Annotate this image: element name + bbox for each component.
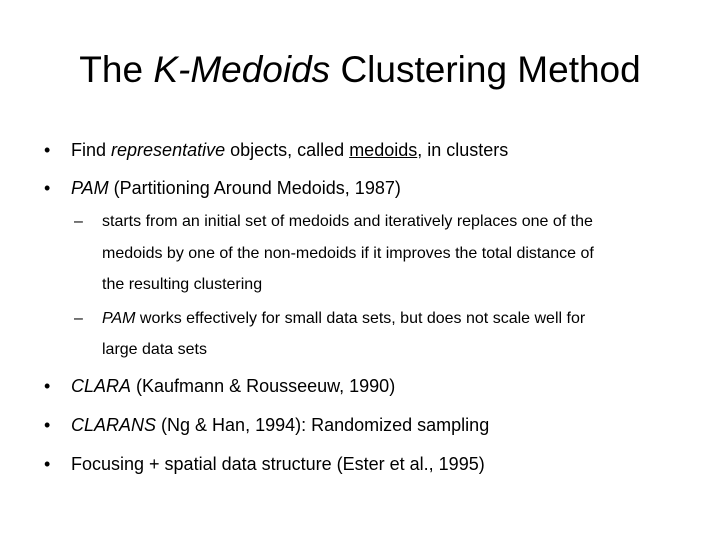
bullet-text: (Kaufmann & Rousseeuw, 1990) (131, 376, 396, 396)
title-emphasis: K-Medoids (153, 49, 331, 90)
bullet-marker: • (44, 415, 51, 435)
bullet-text: Find (71, 140, 112, 160)
title-pre: The (79, 49, 154, 90)
bullet-emphasis: CLARANS (71, 415, 157, 435)
sub-bullet-continuation: the resulting clustering (102, 276, 263, 293)
bullet-text: , in clusters (417, 140, 509, 160)
bullet-emphasis: CLARA (71, 376, 132, 396)
sub-bullet-continuation: medoids by one of the non-medoids if it improves the total distance of (102, 245, 594, 262)
bullet-clara (44, 374, 395, 398)
bullet-pam (44, 176, 401, 200)
sub-bullet-pam-scaling (74, 308, 585, 330)
bullet-marker: • (44, 454, 51, 474)
bullet-marker: • (44, 376, 51, 396)
title-post: Clustering Method (330, 49, 641, 90)
bullet-text: Focusing + spatial data structure (Ester et al., 1995) (71, 454, 485, 474)
bullet-marker: • (44, 178, 51, 198)
sub-bullet-pam-process (74, 211, 593, 233)
bullet-text: (Ng & Han, 1994): Randomized sampling (156, 415, 490, 435)
bullet-clarans (44, 413, 489, 437)
sub-bullet-text: starts from an initial set of medoids and iteratively replaces one of the (102, 213, 593, 230)
bullet-medoids (44, 138, 508, 162)
bullet-emphasis: representative (111, 140, 226, 160)
underlined-term: medoids (349, 140, 418, 160)
dash-marker: – (74, 310, 83, 327)
dash-marker: – (74, 213, 83, 230)
sub-bullet-text: works effectively for small data sets, but does not scale well for (135, 310, 586, 327)
bullet-marker: • (44, 140, 51, 160)
slide-title (0, 46, 720, 94)
bullet-text: objects, called (225, 140, 350, 160)
bullet-emphasis: PAM (71, 178, 109, 198)
sub-bullet-continuation: large data sets (102, 341, 207, 358)
bullet-text: (Partitioning Around Medoids, 1987) (108, 178, 401, 198)
sub-bullet-emphasis: PAM (102, 310, 136, 327)
bullet-focusing (44, 452, 485, 476)
